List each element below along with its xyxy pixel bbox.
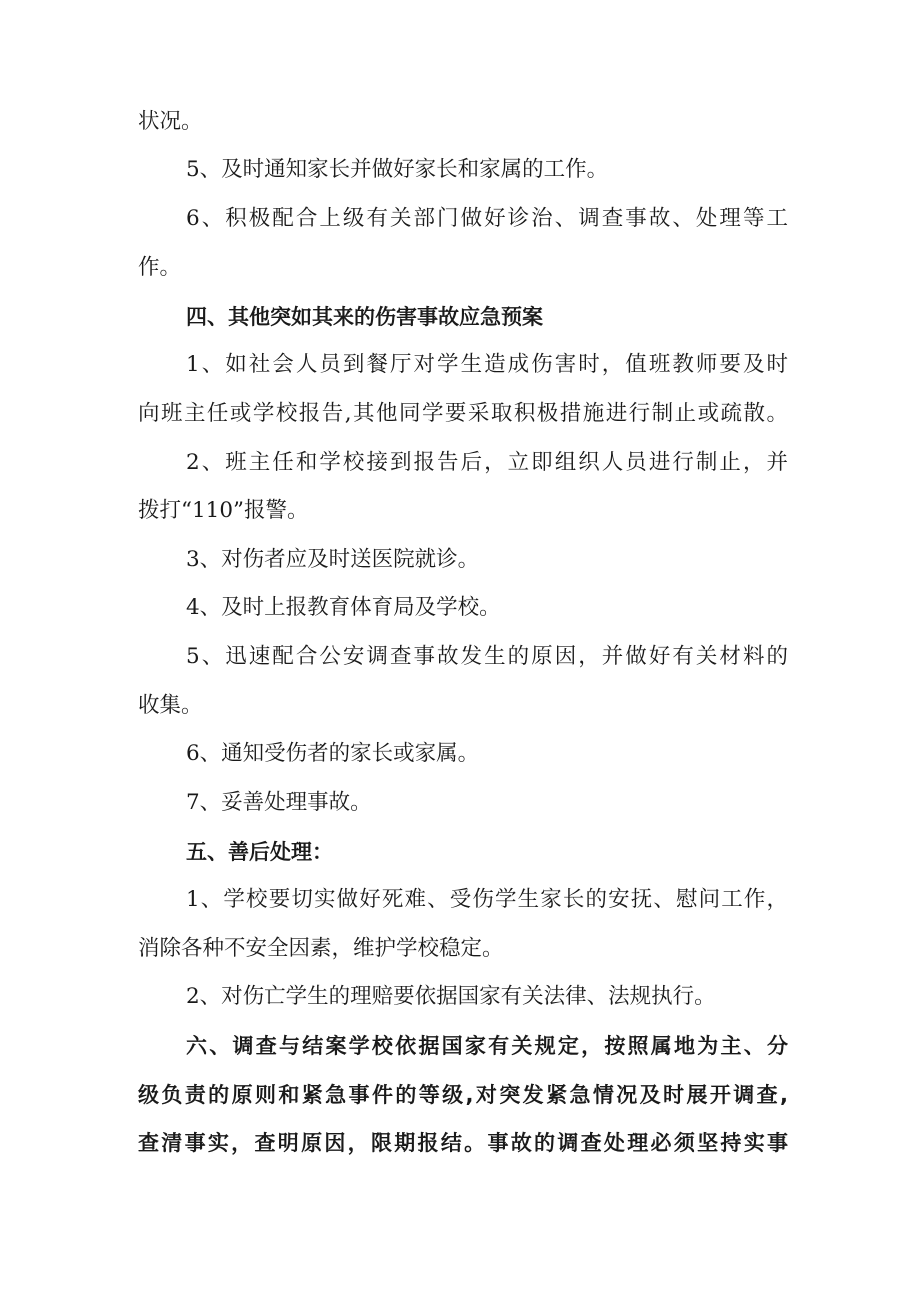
paragraph-line-4: 作。 bbox=[138, 255, 182, 280]
paragraph-line-7: 向班主任或学校报告,其他同学要采取积极措施进行制止或疏散。 bbox=[138, 401, 788, 426]
paragraph-line-12: 5、迅速配合公安调查事故发生的原因，并做好有关材料的 bbox=[186, 644, 788, 669]
paragraph-line-13: 收集。 bbox=[138, 693, 203, 718]
paragraph-line-19: 2、对伤亡学生的理赔要依据国家有关法律、法规执行。 bbox=[186, 984, 716, 1009]
paragraph-line-21: 级负责的原则和紧急事件的等级,对突发紧急情况及时展开调查, bbox=[138, 1083, 788, 1107]
paragraph-line-11: 4、及时上报教育体育局及学校。 bbox=[186, 595, 501, 620]
paragraph-line-3: 6、积极配合上级有关部门做好诊治、调查事故、处理等工 bbox=[186, 206, 788, 231]
paragraph-line-2: 5、及时通知家长并做好家长和家属的工作。 bbox=[186, 157, 609, 182]
paragraph-line-18: 消除各种不安全因素，维护学校稳定。 bbox=[138, 936, 504, 961]
paragraph-line-1: 状况。 bbox=[138, 109, 203, 134]
paragraph-line-22: 查清事实，查明原因，限期报结。事故的调查处理必须坚持实事 bbox=[138, 1131, 788, 1155]
paragraph-line-6: 1、如社会人员到餐厅对学生造成伤害时，值班教师要及时 bbox=[186, 352, 788, 377]
paragraph-line-17: 1、学校要切实做好死难、受伤学生家长的安抚、慰问工作， bbox=[186, 887, 788, 912]
section-heading-5: 五、善后处理： bbox=[186, 840, 333, 864]
section-heading-6: 六、调查与结案学校依据国家有关规定，按照属地为主、分 bbox=[186, 1034, 788, 1058]
paragraph-line-9: 拨打“110”报警。 bbox=[138, 498, 309, 523]
paragraph-line-14: 6、通知受伤者的家长或家属。 bbox=[186, 741, 480, 766]
section-heading-4: 四、其他突如其来的伤害事故应急预案 bbox=[186, 305, 543, 329]
paragraph-line-10: 3、对伤者应及时送医院就诊。 bbox=[186, 547, 480, 572]
paragraph-line-15: 7、妥善处理事故。 bbox=[186, 790, 372, 815]
paragraph-line-8: 2、班主任和学校接到报告后，立即组织人员进行制止，并 bbox=[186, 450, 788, 475]
